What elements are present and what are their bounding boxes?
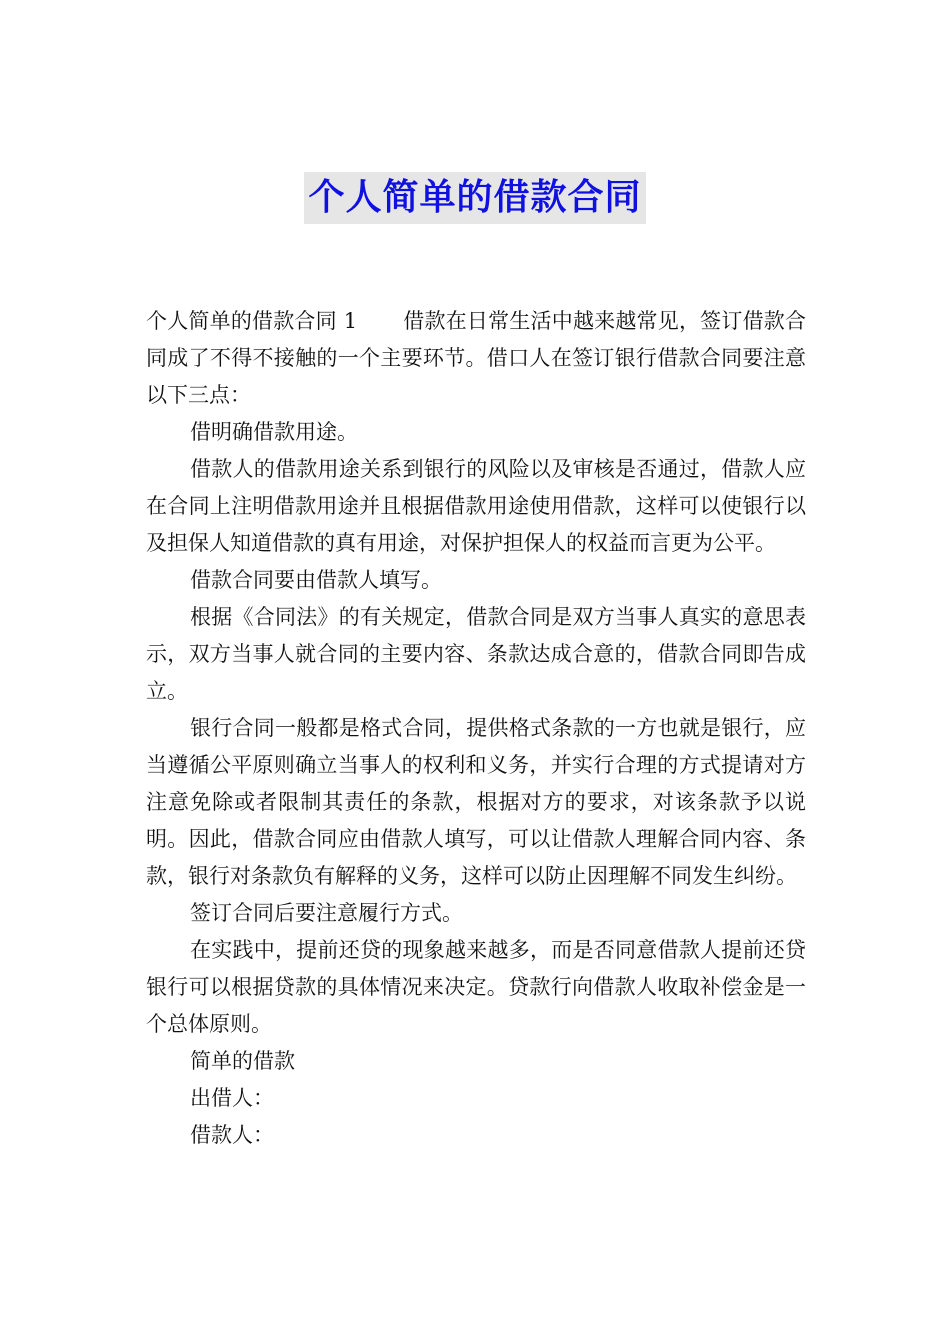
paragraph-intro <box>146 303 806 414</box>
paragraph: 银行合同一般都是格式合同，提供格式条款的一方也就是银行，应当遵循公平原则确立当事人的权利和义务，并实行合理的方式提请对方注意免除或者限制其责任的条款，根据对方的要求，对该条款予以说明。因此，借款合同应由借款人填写，可以让借款人理解合同内容、条款，银行对条款负有解释的义务，这样可以防止因理解不同发生纠纷。 <box>146 716 806 888</box>
paragraph: 借明确借款用途。 <box>190 420 358 444</box>
paragraph: 简单的借款 <box>190 1049 295 1073</box>
paragraph: 借款合同要由借款人填写。 <box>190 568 442 592</box>
paragraph: 出借人： <box>190 1086 274 1110</box>
paragraph: 签订合同后要注意履行方式。 <box>190 901 463 925</box>
title-container <box>0 172 950 224</box>
document-title: 个人简单的借款合同 <box>304 172 645 224</box>
paragraph: 借款人的借款用途关系到银行的风险以及审核是否通过，借款人应在合同上注明借款用途并且根据借款用途使用借款，这样可以使银行以及担保人知道借款的真有用途，对保护担保人的权益而言更为公平。 <box>146 457 806 555</box>
paragraph: 根据《合同法》的有关规定，借款合同是双方当事人真实的意思表示，双方当事人就合同的主要内容、条款达成合意的，借款合同即告成立。 <box>146 605 806 703</box>
section-heading: 个人简单的借款合同 1 <box>146 309 358 333</box>
intro-text: 借款在日常生活中越来越常见，签订借款合同成了不得不接触的一个主要环节。借口人在签订银行借款合同要注意以下三点： <box>146 309 806 407</box>
paragraph: 在实践中，提前还贷的现象越来越多，而是否同意借款人提前还贷银行可以根据贷款的具体情况来决定。贷款行向借款人收取补偿金是一个总体原则。 <box>146 938 806 1036</box>
document-body <box>146 303 806 1154</box>
paragraph: 借款人： <box>190 1123 274 1147</box>
